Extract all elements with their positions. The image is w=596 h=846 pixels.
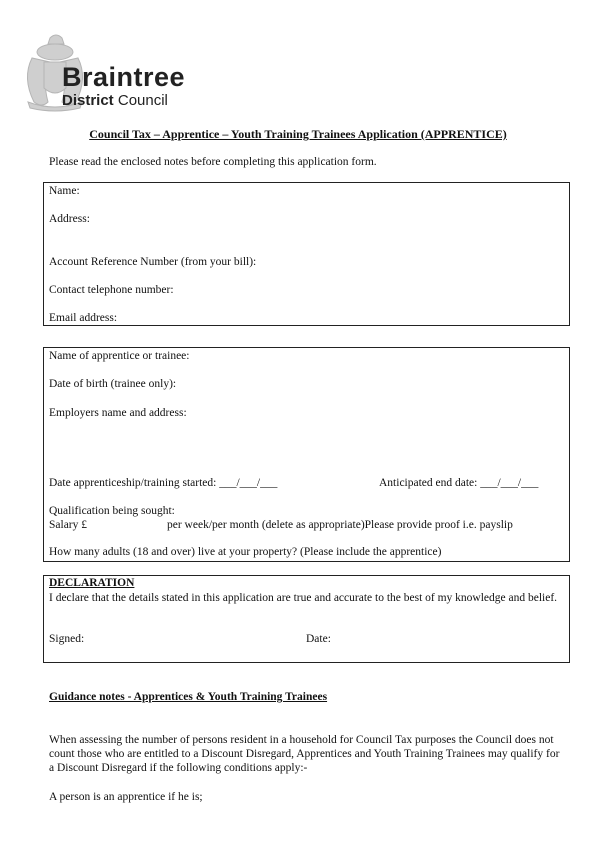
guidance-apprentice-definition: A person is an apprentice if he is; bbox=[49, 791, 203, 803]
salary-note: per week/per month (delete as appropriate)Please provide proof i.e. payslip bbox=[167, 519, 513, 531]
dob-field-label[interactable]: Date of birth (trainee only): bbox=[49, 378, 177, 390]
signed-field-label[interactable]: Signed: bbox=[49, 633, 85, 645]
intro-text: Please read the enclosed notes before completing this application form. bbox=[49, 156, 377, 168]
end-date-field[interactable]: Anticipated end date: ___/___/___ bbox=[379, 477, 539, 489]
logo-subtitle: District Council bbox=[62, 92, 168, 109]
phone-field-label[interactable]: Contact telephone number: bbox=[49, 284, 174, 296]
council-logo bbox=[20, 32, 220, 114]
employer-field-label[interactable]: Employers name and address: bbox=[49, 407, 187, 419]
declaration-heading: DECLARATION bbox=[49, 577, 135, 589]
email-field-label[interactable]: Email address: bbox=[49, 312, 118, 324]
start-date-field[interactable]: Date apprenticeship/training started: ___/___/___ bbox=[49, 477, 278, 489]
date-field-label[interactable]: Date: bbox=[306, 633, 331, 645]
declaration-text: I declare that the details stated in this application are true and accurate to the best of my knowledge and belief. bbox=[49, 592, 558, 604]
form-title: Council Tax – Apprentice – Youth Training Trainees Application (APPRENTICE) bbox=[89, 127, 507, 141]
name-field-label[interactable]: Name: bbox=[49, 185, 80, 197]
account-ref-field-label[interactable]: Account Reference Number (from your bill): bbox=[49, 256, 257, 268]
adults-field-label[interactable]: How many adults (18 and over) live at your property? (Please include the apprentice) bbox=[49, 546, 442, 558]
qualification-field-label[interactable]: Qualification being sought: bbox=[49, 505, 175, 517]
applicant-section bbox=[43, 182, 570, 326]
guidance-heading: Guidance notes - Apprentices & Youth Training Trainees bbox=[49, 691, 328, 703]
logo-wordmark: Braintree bbox=[62, 62, 186, 92]
trainee-name-field-label[interactable]: Name of apprentice or trainee: bbox=[49, 350, 190, 362]
salary-field-label[interactable]: Salary £ bbox=[49, 519, 88, 531]
address-field-label[interactable]: Address: bbox=[49, 213, 90, 225]
guidance-paragraph: When assessing the number of persons resident in a household for Council Tax purposes the Council does not count those who are entitled to a Discount Disregard, Apprentices and Youth Training Trainees may qualify for a Discount Disregard if the following conditions apply:- bbox=[49, 734, 560, 774]
